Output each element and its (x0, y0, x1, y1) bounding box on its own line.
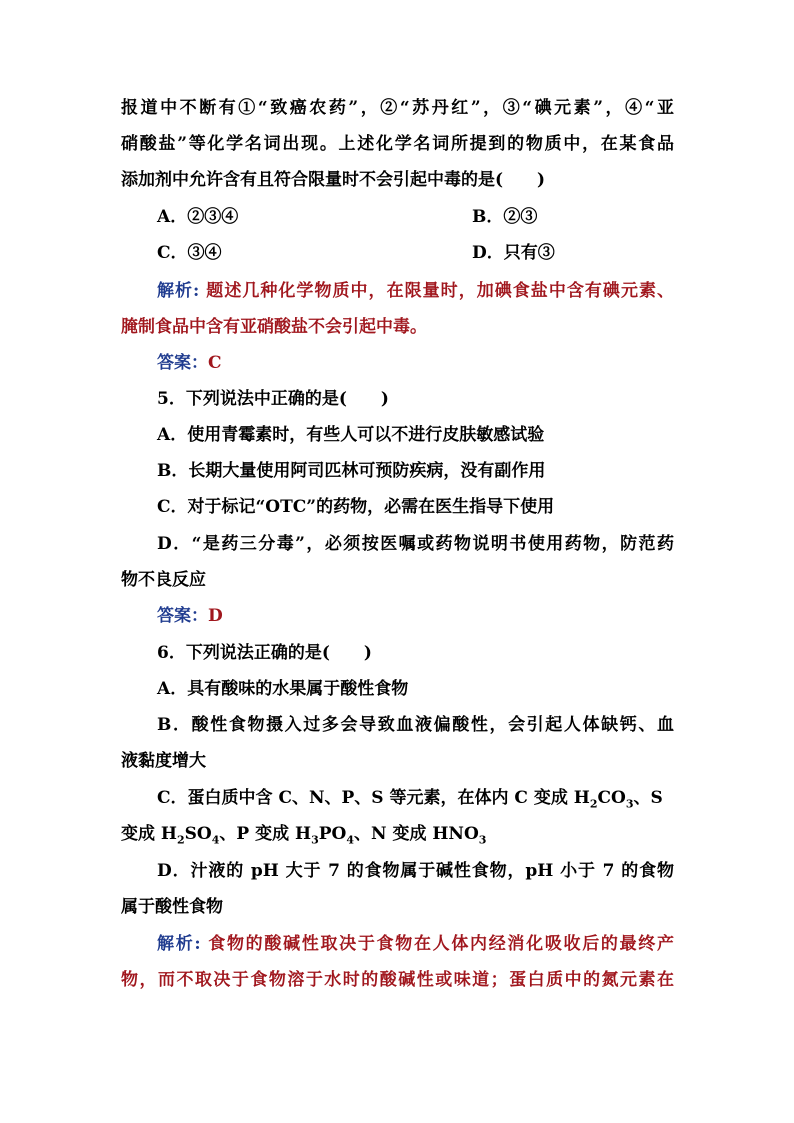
q6-option-d-line-1: D．汁液的 pH 大于 7 的食物属于碱性食物，pH 小于 7 的食物 (157, 861, 674, 881)
q6-option-c-text-6: 、P 变成 H (219, 824, 312, 844)
q5-answer-label: 答案： (157, 606, 208, 626)
subscript: 2 (589, 797, 598, 811)
q6-analysis-text-1: 食物的酸碱性取决于食物在人体内经消化吸收后的最终产 (200, 934, 674, 954)
q6-option-b-line-2: 液黏度增大 (121, 751, 206, 771)
q4-answer-label: 答案： (157, 353, 208, 373)
q4-answer (157, 352, 222, 374)
q6-stem: 6．下列说法正确的是( ) (157, 643, 372, 663)
q5-stem: 5．下列说法中正确的是( ) (157, 389, 389, 409)
q4-option-a: A．②③④ (157, 207, 239, 227)
q4-analysis-label: 解析: (157, 281, 200, 301)
subscript: 4 (211, 833, 220, 847)
q5-option-d-line-1: D．“是药三分毒”，必须按医嘱或药物说明书使用药物，防范药 (157, 534, 674, 554)
q6-option-c-text-1: C．蛋白质中含 C、N、P、S 等元素，在体内 C 变成 H (157, 788, 590, 808)
q4-stem-line-1: 报道中不断有①“致癌农药”，②“苏丹红”，③“碘元素”，④“亚 (121, 98, 674, 118)
q6-option-c-text-2: CO (597, 788, 626, 808)
subscript: 3 (625, 797, 634, 811)
q6-option-b-line-1: B．酸性食物摄入过多会导致血液偏酸性，会引起人体缺钙、血 (157, 715, 674, 735)
q4-option-d: D．只有③ (472, 243, 555, 263)
q4-stem-line-2: 硝酸盐”等化学名词出现。上述化学名词所提到的物质中，在某食品 (121, 134, 674, 154)
q5-option-a: A．使用青霉素时，有些人可以不进行皮肤敏感试验 (157, 425, 545, 445)
q6-option-a: A．具有酸味的水果属于酸性食物 (157, 679, 409, 699)
q4-option-b: B．②③ (472, 207, 538, 227)
q6-option-d-line-2: 属于酸性食物 (121, 897, 223, 917)
q5-option-c: C．对于标记“OTC”的药物，必需在医生指导下使用 (157, 497, 555, 517)
q6-option-c-line-1 (157, 787, 663, 809)
q4-analysis-line-2: 腌制食品中含有亚硝酸盐不会引起中毒。 (121, 317, 427, 337)
q4-stem-line-3: 添加剂中允许含有且符合限量时不会引起中毒的是( ) (121, 170, 546, 190)
q6-option-c-text-7: PO (318, 824, 347, 844)
q6-option-c-text-5: SO (184, 824, 212, 844)
q5-answer-value: D (208, 606, 223, 626)
q5-option-d-line-2: 物不良反应 (121, 570, 206, 590)
subscript: 3 (311, 833, 319, 847)
q6-analysis-line-2: 物，而不取决于食物溶于水时的酸碱性或味道；蛋白质中的氮元素在 (121, 970, 674, 990)
q4-answer-value: C (208, 353, 222, 373)
subscript: 2 (176, 833, 185, 847)
q6-analysis-label: 解析: (157, 934, 201, 954)
q5-answer (157, 605, 223, 627)
subscript: 3 (478, 833, 487, 847)
q6-option-c-text-8: 、N 变成 HNO (353, 824, 479, 844)
q6-option-c-text-3: 、S (633, 788, 663, 808)
q4-option-c: C．③④ (157, 243, 222, 263)
subscript: 4 (346, 833, 354, 847)
q6-analysis-line-1 (157, 933, 674, 955)
q5-option-b: B．长期大量使用阿司匹林可预防疾病，没有副作用 (157, 461, 546, 481)
q6-option-c-text-4: 变成 H (121, 824, 177, 844)
q4-analysis-text-1: 题述几种化学物质中，在限量时，加碘食盐中含有碘元素、 (199, 281, 675, 301)
q6-option-c-line-2 (121, 823, 486, 845)
q4-option-row-1 (157, 206, 538, 228)
q4-analysis-line-1 (157, 280, 674, 302)
q4-option-row-2 (157, 242, 555, 264)
